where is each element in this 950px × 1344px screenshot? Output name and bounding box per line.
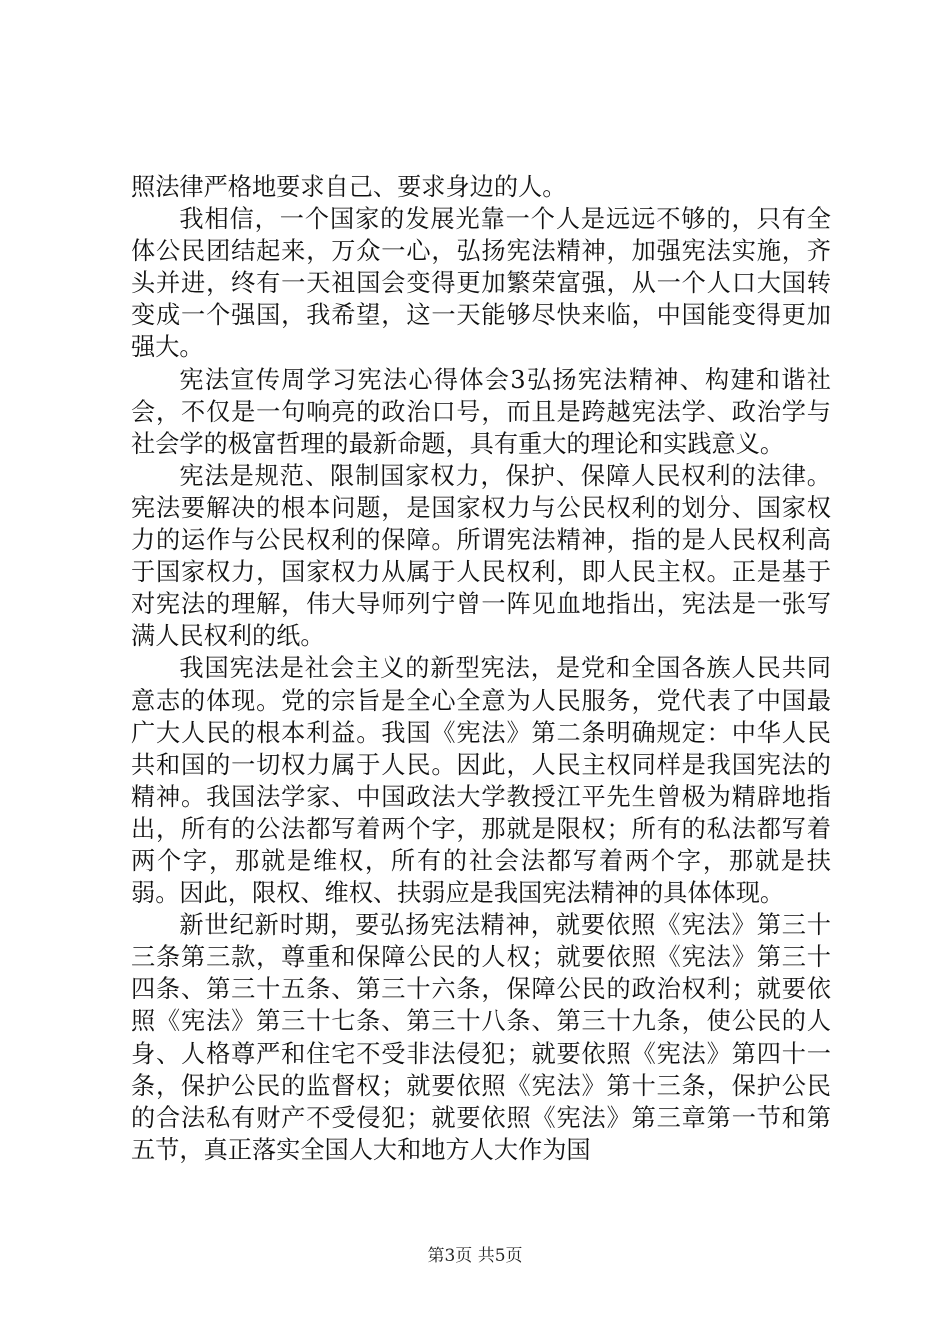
paragraph-4: 宪法是规范、限制国家权力，保护、保障人民权利的法律。宪法要解决的根本问题，是国家权力与公民权利的划分、国家权力的运作与公民权利的保障。所谓宪法精神，指的是人民权利高于国家权力，国家权力从属于人民权利，即人民主权。正是基于对宪法的理解，伟大导师列宁曾一阵见血地指出，宪法是一张写满人民权利的纸。 [131, 461, 831, 651]
paragraph-3: 宪法宣传周学习宪法心得体会3弘扬宪法精神、构建和谐社会，不仅是一句响亮的政治口号，而且是跨越宪法学、政治学与社会学的极富哲理的最新命题，具有重大的理论和实践意义。 [131, 365, 831, 458]
paragraph-6: 新世纪新时期，要弘扬宪法精神，就要依照《宪法》第三十三条第三款，尊重和保障公民的人权；就要依照《宪法》第三十四条、第三十五条、第三十六条，保障公民的政治权利；就要依照《宪法》第三十七条、第三十八条、第三十九条，使公民的人身、人格尊严和住宅不受非法侵犯；就要依照《宪法》第四十一条，保护公民的监督权；就要依照《宪法》第十三条，保护公民的合法私有财产不受侵犯；就要依照《宪法》第三章第一节和第五节，真正落实全国人大和地方人大作为国 [131, 911, 831, 1164]
paragraph-5: 我国宪法是社会主义的新型宪法，是党和全国各族人民共同意志的体现。党的宗旨是全心全意为人民服务，党代表了中国最广大人民的根本利益。我国《宪法》第二条明确规定：中华人民共和国的一切权力属于人民。因此，人民主权同样是我国宪法的精神。我国法学家、中国政法大学教授江平先生曾极为精辟地指出，所有的公法都写着两个字，那就是限权；所有的私法都写着两个字，那就是维权，所有的社会法都写着两个字，那就是扶弱。因此，限权、维权、扶弱应是我国宪法精神的具体体现。 [131, 654, 831, 908]
page-number-footer: 第3页 共5页 [427, 1246, 523, 1266]
paragraph-1: 照法律严格地要求自己、要求身边的人。 [131, 173, 567, 201]
paragraph-2: 我相信，一个国家的发展光靠一个人是远远不够的，只有全体公民团结起来，万众一心，弘扬宪法精神，加强宪法实施，齐头并进，终有一天祖国会变得更加繁荣富强，从一个人口大国转变成一个强国，我希望，这一天能够尽快来临，中国能变得更加强大。 [131, 205, 831, 362]
body-text [131, 171, 831, 1166]
